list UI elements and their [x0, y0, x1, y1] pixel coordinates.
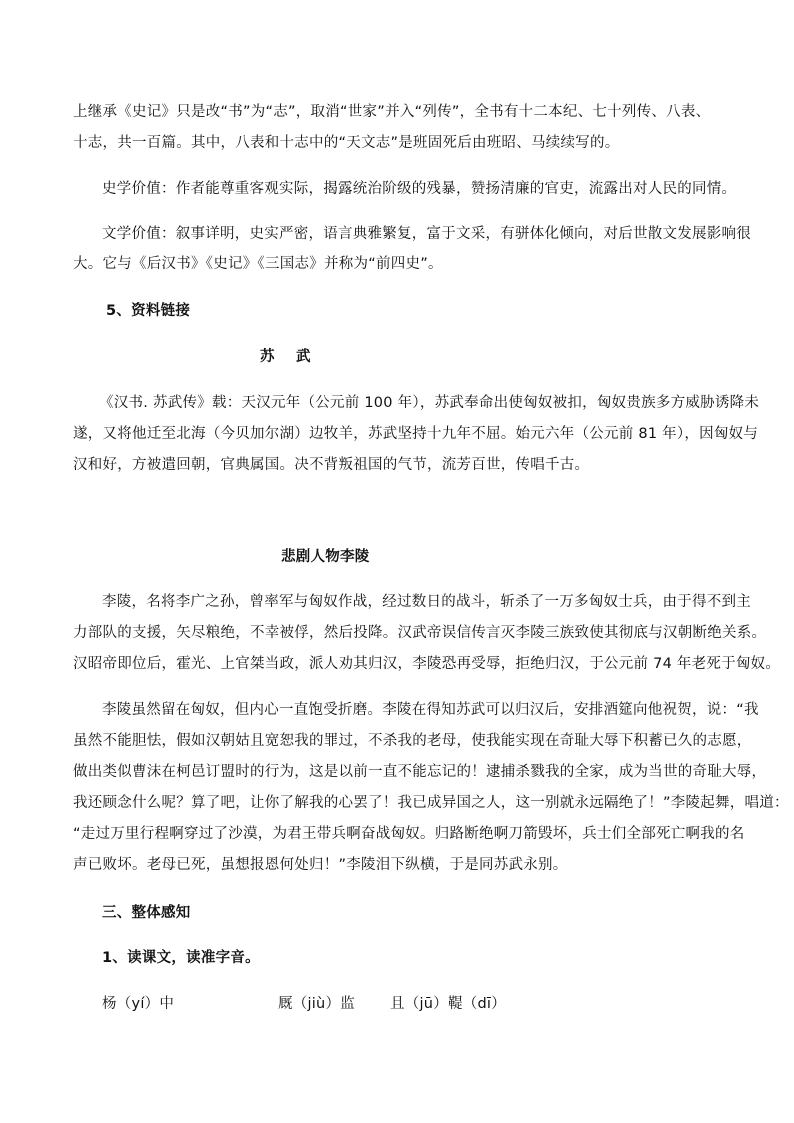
literary-value-paragraph: 文学价值：叙事详明，史实严密，语言典雅繁复，富于文采，有骈体化倾向，对后世散文发展影响很: [102, 226, 751, 242]
paragraph-line: 做出类似曹沫在柯邑订盟时的行为，这是以前一直不能忘记的！逮捕杀戮我的全家，成为当世的奇耻大辱，: [73, 764, 767, 780]
paragraph-line: 大。它与《后汉书》《史记》《三国志》并称为“前四史”。: [73, 256, 443, 272]
paragraph-line: 遂，又将他迁至北海（今贝加尔湖）边牧羊，苏武坚持十九年不屈。始元六年（公元前 81 年），因匈奴与: [73, 426, 759, 442]
paragraph-line: 我还顾念什么呢？算了吧，让你了解我的心罢了！我已成异国之人，这一别就永远隔绝了！”李陵起舞，唱道：: [73, 795, 789, 811]
paragraph-line: 声已败坏。老母已死，虽想报恩何处归！”李陵泪下纵横，于是同苏武永别。: [73, 857, 568, 873]
paragraph-line: 汉和好，方被遣回朝，官典属国。决不背叛祖国的气节，流芳百世，传唱千古。: [73, 457, 590, 473]
su-wu-title: 苏 武: [260, 349, 311, 365]
paragraph-line: 力部队的支援，矢尽粮绝，不幸被俘，然后投降。汉武帝误信传言灭李陵三族致使其彻底与汉朝断绝关系。: [73, 625, 767, 641]
su-wu-paragraph: 《汉书. 苏武传》载：天汉元年（公元前 100 年），苏武奉命出使匈奴被扣，匈奴贵族多方威胁诱降未: [99, 395, 760, 411]
section-three-heading: 三、整体感知: [102, 905, 191, 921]
paragraph-line: 虽然不能胆怯，假如汉朝姑且宽恕我的罪过，不杀我的老母，使我能实现在奇耻大辱下积蓄已久的志愿，: [73, 733, 752, 749]
li-ling-paragraph: 李陵虽然留在匈奴，但内心一直饱受折磨。李陵在得知苏武可以归汉后，安排酒筵向他祝贺，说：“我: [102, 702, 759, 718]
paragraph-line: “走过万里行程啊穿过了沙漠，为君王带兵啊奋战匈奴。归路断绝啊刀箭毁坏，兵士们全部死亡啊我的名: [73, 826, 745, 842]
paragraph-line: 上继承《史记》只是改“书”为“志”，取消“世家”并入“列传”，全书有十二本纪、七十列传、八表、: [73, 104, 711, 120]
paragraph-line: 十志，共一百篇。其中，八表和十志中的“天文志”是班固死后由班昭、马续续写的。: [73, 135, 620, 151]
pinyin-item: 且（jū）鞮（dī）: [390, 996, 506, 1012]
resource-link-heading: 5、资料链接: [106, 303, 191, 319]
li-ling-paragraph: 李陵，名将李广之孙，曾率军与匈奴作战，经过数日的战斗，斩杀了一万多匈奴士兵，由于得不到主: [102, 594, 751, 610]
historical-value-paragraph: 史学价值：作者能尊重客观实际，揭露统治阶级的残暴，赞扬清廉的官吏，流露出对人民的同情。: [102, 181, 737, 197]
li-ling-title: 悲剧人物李陵: [281, 549, 370, 565]
read-text-heading: 1、读课文，读准字音。: [102, 950, 260, 966]
paragraph-line: 汉昭帝即位后，霍光、上官桀当政，派人劝其归汉，李陵恐再受辱，拒绝归汉，于公元前 74 年老死于匈奴。: [73, 656, 781, 672]
pinyin-item: 杨（yí）中: [102, 996, 175, 1012]
pinyin-item: 厩（jiù）监: [278, 996, 355, 1012]
